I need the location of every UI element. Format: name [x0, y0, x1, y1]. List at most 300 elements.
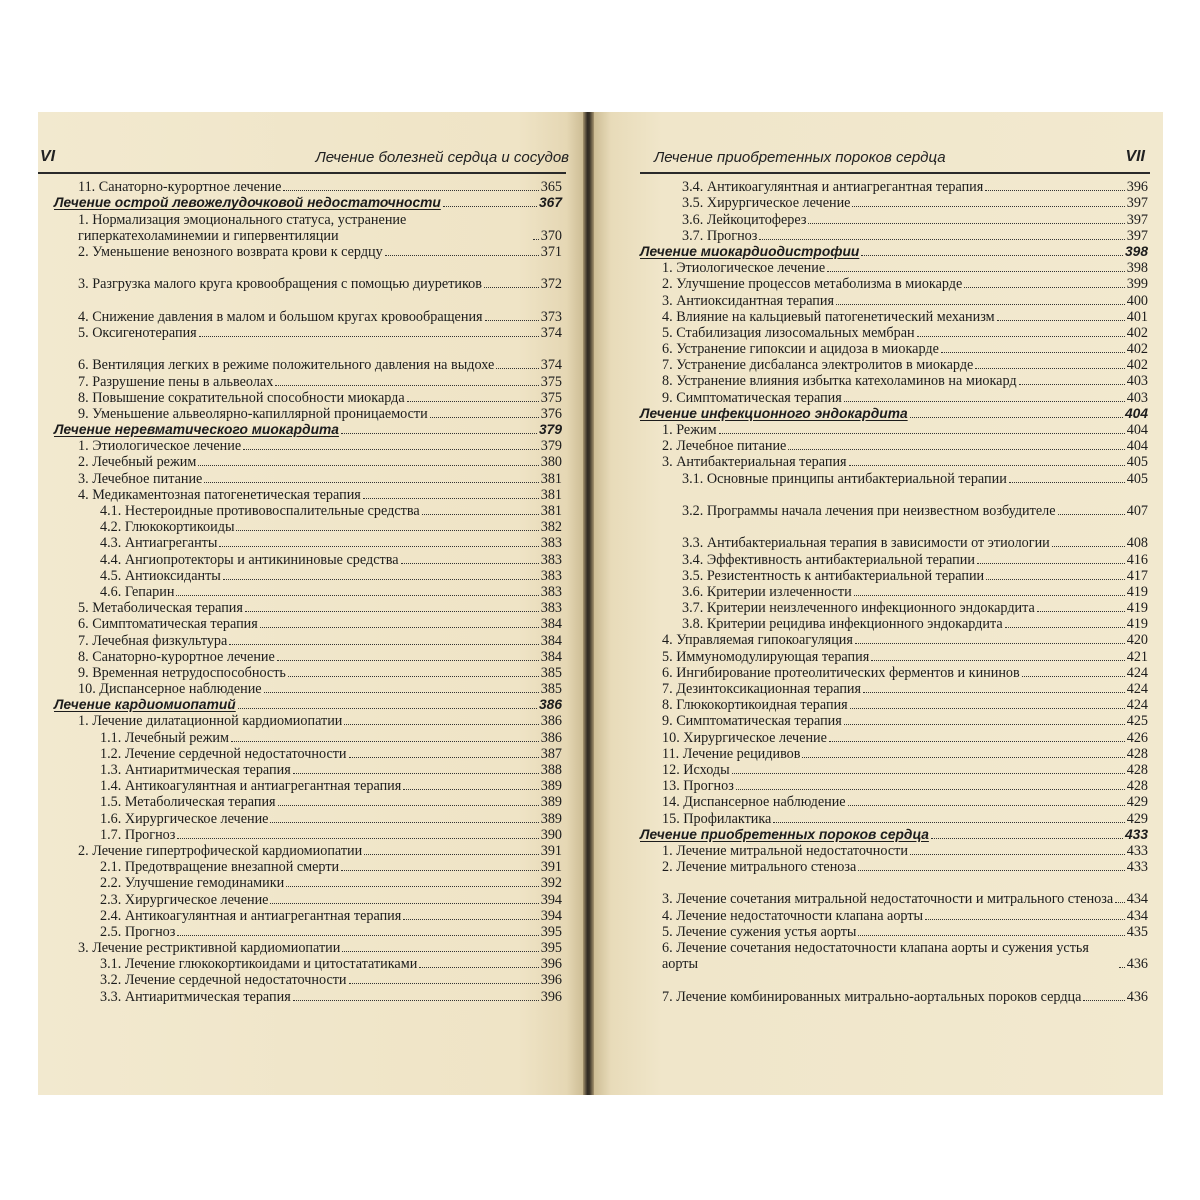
toc-entry-title: 4. Управляемая гипокоагуляция: [662, 632, 853, 649]
left-running-title: Лечение болезней сердца и сосудов: [315, 149, 569, 166]
toc-entry-title: 4.6. Гепарин: [100, 583, 175, 600]
toc-entry: [42, 762, 562, 778]
toc-page-number: 384: [540, 616, 562, 633]
toc-entry-title: 1. Лечение митральной недостаточности: [662, 842, 908, 859]
toc-entry-title: 10. Хирургическое лечение: [662, 729, 827, 746]
toc-dot-leader: [759, 239, 1124, 240]
toc-entry-title: 8. Повышение сократительной способности миокарда: [78, 389, 405, 406]
toc-entry: [640, 195, 1148, 211]
right-toc-list: [640, 179, 1148, 1005]
toc-dot-leader: [270, 903, 538, 904]
right-header-rule: [640, 172, 1150, 174]
toc-page-number: 425: [1126, 713, 1148, 730]
toc-dot-leader: [986, 579, 1125, 580]
toc-entry: [640, 487, 1148, 519]
toc-page-number: 419: [1126, 583, 1148, 600]
toc-page-number: 429: [1126, 810, 1148, 827]
toc-entry: [42, 859, 562, 875]
toc-dot-leader: [403, 919, 538, 920]
toc-page-number: 381: [540, 486, 562, 503]
toc-page-number: 436: [1126, 988, 1148, 1005]
toc-dot-leader: [341, 870, 539, 871]
toc-dot-leader: [231, 741, 539, 742]
toc-entry-title: 2. Лечебный режим: [78, 454, 197, 471]
toc-dot-leader: [341, 433, 537, 434]
toc-page-number: 389: [540, 794, 562, 811]
toc-entry: [640, 600, 1148, 616]
toc-entry-title: 3.1. Лечение глюкокортикоидами и цитостататиками: [100, 956, 418, 973]
toc-page-number: 376: [540, 405, 562, 422]
right-page: [594, 112, 1163, 1095]
toc-entry: [42, 535, 562, 551]
toc-entry: [640, 276, 1148, 292]
toc-entry-title: 4. Медикаментозная патогенетическая терапия: [78, 486, 361, 503]
right-running-title: Лечение приобретенных пороков сердца: [654, 149, 946, 166]
toc-entry: [42, 244, 562, 260]
toc-entry: [42, 179, 562, 195]
toc-dot-leader: [997, 320, 1125, 321]
toc-entry-title: 5. Иммуномодулирующая терапия: [662, 648, 870, 665]
toc-page-number: 367: [538, 195, 562, 211]
toc-entry: [42, 972, 562, 988]
toc-entry: [42, 470, 562, 486]
toc-entry: [640, 292, 1148, 308]
toc-entry: [42, 390, 562, 406]
toc-entry: [640, 681, 1148, 697]
toc-page-number: 373: [540, 308, 562, 325]
toc-page-number: 383: [540, 583, 562, 600]
toc-page-number: 382: [540, 519, 562, 536]
toc-page-number: 433: [1124, 826, 1148, 842]
toc-entry: [42, 373, 562, 389]
toc-entry-title: 7. Лечение комбинированных митрально-аортальных пороков сердца: [662, 988, 1082, 1005]
toc-entry-title: 2. Лечебное питание: [662, 438, 787, 455]
toc-entry: [640, 859, 1148, 875]
toc-page-number: 398: [1124, 243, 1148, 259]
toc-entry-title: 4. Снижение давления в малом и большом кругах кровообращения: [78, 308, 483, 325]
toc-entry-title: 4.1. Нестероидные противовоспалительные средства: [100, 503, 420, 519]
toc-entry-title: Лечение кардиомиопатий: [54, 697, 236, 713]
toc-dot-leader: [484, 287, 539, 288]
toc-entry-title: 6. Симптоматическая терапия: [78, 616, 258, 633]
toc-dot-leader: [403, 789, 538, 790]
toc-page-number: 399: [1126, 276, 1148, 293]
toc-entry: [42, 341, 562, 373]
toc-page-number: 408: [1126, 535, 1148, 552]
toc-entry: [42, 211, 562, 243]
toc-entry-title: 11. Лечение рецидивов: [662, 745, 801, 762]
toc-entry-title: 8. Глюкокортикоидная терапия: [662, 697, 848, 714]
toc-entry-title: 3. Лечение рестриктивной кардиомиопатии: [78, 940, 341, 957]
toc-page-number: 389: [540, 778, 562, 795]
toc-dot-leader: [344, 724, 538, 725]
toc-entry: [640, 454, 1148, 470]
toc-entry: [42, 843, 562, 859]
toc-page-number: 375: [540, 373, 562, 390]
toc-page-number: 407: [1126, 502, 1148, 519]
toc-entry: [640, 551, 1148, 567]
toc-page-number: 395: [540, 923, 562, 940]
toc-dot-leader: [844, 401, 1125, 402]
toc-entry-title: 3. Лечение сочетания митральной недостаточности и митрального стеноза: [662, 891, 1114, 908]
toc-entry: [640, 648, 1148, 664]
toc-dot-leader: [827, 271, 1125, 272]
toc-entry: [42, 503, 562, 519]
toc-page-number: 433: [1126, 842, 1148, 859]
toc-dot-leader: [985, 190, 1124, 191]
toc-page-number: 428: [1126, 778, 1148, 795]
toc-entry-title: Лечение миокардиодистрофии: [640, 243, 860, 259]
toc-page-number: 385: [540, 664, 562, 681]
toc-entry-title: 1. Этиологическое лечение: [78, 438, 242, 455]
toc-page-number: 395: [540, 940, 562, 957]
toc-dot-leader: [1009, 482, 1125, 483]
toc-page-number: 396: [540, 956, 562, 973]
toc-page-number: 397: [1126, 227, 1148, 244]
toc-entry: [640, 632, 1148, 648]
toc-entry-title: Лечение инфекционного эндокардита: [640, 405, 908, 421]
toc-entry-title: 1.2. Лечение сердечной недостаточности: [100, 745, 347, 762]
toc-section-heading: [42, 697, 562, 713]
toc-entry-title: 3. Антиоксидантная терапия: [662, 292, 835, 309]
toc-page-number: 417: [1126, 567, 1148, 584]
left-page: [38, 112, 583, 1095]
toc-entry-title: 3.6. Лейкоцитоферез: [682, 211, 807, 228]
toc-dot-leader: [1119, 967, 1125, 968]
toc-entry: [42, 600, 562, 616]
toc-dot-leader: [342, 951, 538, 952]
toc-entry: [42, 438, 562, 454]
toc-page-number: 421: [1126, 648, 1148, 665]
toc-page-number: 387: [540, 745, 562, 762]
toc-entry-title: 12. Исходы: [662, 761, 730, 778]
toc-page-number: 403: [1126, 389, 1148, 406]
toc-entry: [42, 551, 562, 567]
toc-dot-leader: [422, 514, 539, 515]
toc-entry: [42, 891, 562, 907]
toc-page-number: 420: [1126, 632, 1148, 649]
toc-entry-title: 3.7. Критерии неизлеченного инфекционного эндокардита: [682, 600, 1035, 617]
toc-entry: [42, 827, 562, 843]
toc-dot-leader: [275, 385, 538, 386]
toc-page-number: 398: [1126, 260, 1148, 277]
right-running-head: [594, 148, 1163, 172]
toc-entry-title: 3. Лечебное питание: [78, 470, 203, 487]
toc-entry-title: 3.3. Антибактериальная терапия в зависимости от этиологии: [682, 535, 1050, 552]
toc-entry: [42, 292, 562, 324]
toc-page-number: 434: [1126, 907, 1148, 924]
toc-entry: [42, 713, 562, 729]
toc-page-number: 401: [1126, 308, 1148, 325]
toc-entry: [640, 940, 1148, 972]
toc-entry: [42, 260, 562, 292]
toc-page-number: 392: [540, 875, 562, 892]
toc-entry-title: 2.3. Хирургическое лечение: [100, 891, 269, 908]
toc-dot-leader: [849, 465, 1125, 466]
toc-dot-leader: [533, 239, 539, 240]
toc-entry-title: 3. Антибактериальная терапия: [662, 454, 847, 471]
toc-dot-leader: [430, 417, 539, 418]
toc-dot-leader: [910, 417, 1123, 418]
toc-dot-leader: [1022, 676, 1125, 677]
toc-dot-leader: [848, 805, 1125, 806]
toc-entry-title: 3.5. Хирургическое лечение: [682, 195, 851, 212]
toc-page-number: 424: [1126, 681, 1148, 698]
toc-entry: [640, 713, 1148, 729]
toc-page-number: 388: [540, 762, 562, 778]
toc-entry: [640, 260, 1148, 276]
toc-entry-title: 9. Временная нетрудоспособность: [78, 664, 286, 681]
toc-entry: [640, 972, 1148, 1004]
toc-entry-title: 9. Симптоматическая терапия: [662, 713, 842, 730]
toc-entry-title: 1. Режим: [662, 422, 717, 438]
toc-dot-leader: [1083, 1000, 1124, 1001]
toc-entry-title: 3. Разгрузка малого круга кровообращения с помощью диуретиков: [78, 276, 482, 293]
toc-entry-title: 3.7. Прогноз: [682, 227, 758, 244]
toc-dot-leader: [1005, 627, 1125, 628]
toc-page-number: 394: [540, 907, 562, 924]
toc-entry: [42, 794, 562, 810]
toc-entry-title: 2.5. Прогноз: [100, 923, 176, 940]
toc-entry-title: 1. Этиологическое лечение: [662, 260, 826, 277]
toc-page-number: 397: [1126, 195, 1148, 212]
toc-entry: [42, 988, 562, 1004]
toc-page-number: 404: [1126, 422, 1148, 438]
toc-dot-leader: [419, 967, 538, 968]
toc-entry-title: 13. Прогноз: [662, 778, 734, 795]
toc-entry: [640, 341, 1148, 357]
toc-entry-title: 3.6. Критерии излеченности: [682, 583, 852, 600]
toc-dot-leader: [773, 822, 1124, 823]
toc-entry-title: 6. Лечение сочетания недостаточности клапана аорты и сужения устья аорты: [662, 940, 1089, 973]
toc-dot-leader: [788, 449, 1124, 450]
toc-page-number: 384: [540, 648, 562, 665]
toc-page-number: 381: [540, 470, 562, 487]
toc-dot-leader: [977, 563, 1125, 564]
toc-page-number: 386: [540, 713, 562, 730]
toc-entry-title: 7. Лечебная физкультура: [78, 632, 228, 649]
toc-page-number: 405: [1126, 470, 1148, 487]
toc-page-number: 434: [1126, 891, 1148, 908]
toc-page-number: 383: [540, 551, 562, 568]
toc-page-number: 404: [1124, 405, 1148, 421]
toc-page-number: 379: [540, 438, 562, 455]
toc-entry-title: Лечение неревматического миокардита: [54, 422, 339, 438]
toc-entry-title: 7. Устранение дисбаланса электролитов в миокарде: [662, 357, 974, 374]
toc-entry: [42, 908, 562, 924]
toc-entry-title: 10. Диспансерное наблюдение: [78, 681, 262, 698]
toc-entry-title: 3.4. Эффективность антибактериальной терапии: [682, 551, 975, 568]
toc-dot-leader: [836, 304, 1125, 305]
toc-entry: [640, 778, 1148, 794]
toc-entry-title: 4. Влияние на кальциевый патогенетический механизм: [662, 308, 995, 325]
toc-dot-leader: [964, 287, 1124, 288]
toc-entry: [42, 632, 562, 648]
toc-dot-leader: [278, 805, 539, 806]
toc-page-number: 384: [540, 632, 562, 649]
toc-entry-title: 5. Стабилизация лизосомальных мембран: [662, 324, 915, 341]
toc-entry: [42, 568, 562, 584]
toc-entry-title: 4.5. Антиоксиданты: [100, 567, 221, 584]
toc-entry-title: 2. Лечение гипертрофической кардиомиопатии: [78, 842, 363, 859]
toc-entry: [640, 697, 1148, 713]
toc-dot-leader: [293, 773, 539, 774]
toc-entry: [42, 584, 562, 600]
toc-dot-leader: [363, 498, 539, 499]
toc-entry-title: 6. Устранение гипоксии и ацидоза в миокарде: [662, 341, 939, 358]
toc-entry-title: Лечение острой левожелудочковой недостаточности: [54, 195, 441, 211]
toc-dot-leader: [176, 595, 538, 596]
toc-entry: [640, 179, 1148, 195]
toc-page-number: 402: [1126, 324, 1148, 341]
toc-entry: [640, 373, 1148, 389]
toc-dot-leader: [443, 206, 537, 207]
toc-entry: [42, 665, 562, 681]
toc-entry-title: 3.4. Антикоагулянтная и антиагрегантная терапия: [682, 179, 984, 196]
toc-entry: [42, 681, 562, 697]
toc-entry-title: 1. Лечение дилатационной кардиомиопатии: [78, 713, 343, 730]
toc-entry-title: 2.1. Предотвращение внезапной смерти: [100, 859, 340, 876]
toc-entry-title: 1.3. Антиаритмическая терапия: [100, 762, 291, 778]
toc-dot-leader: [288, 676, 539, 677]
toc-entry: [42, 729, 562, 745]
toc-dot-leader: [931, 838, 1123, 839]
toc-dot-leader: [293, 1000, 539, 1001]
toc-page-number: 396: [1126, 179, 1148, 196]
left-toc-list: [42, 179, 562, 1005]
toc-entry-title: 4.3. Антиагреганты: [100, 535, 218, 552]
toc-dot-leader: [283, 190, 538, 191]
toc-dot-leader: [177, 838, 538, 839]
toc-entry: [640, 746, 1148, 762]
toc-entry-title: 6. Вентиляция легких в режиме положительного давления на выдохе: [78, 357, 495, 374]
toc-entry: [42, 778, 562, 794]
toc-entry-title: 2. Лечение митрального стеноза: [662, 859, 857, 876]
toc-entry-title: 8. Устранение влияния избытка катехоламинов на миокард: [662, 373, 1017, 390]
toc-dot-leader: [736, 789, 1125, 790]
toc-dot-leader: [844, 724, 1125, 725]
toc-entry: [42, 487, 562, 503]
toc-entry-title: 1.6. Хирургическое лечение: [100, 810, 269, 827]
toc-entry-title: 2. Уменьшение венозного возврата крови к сердцу: [78, 243, 383, 260]
toc-dot-leader: [1058, 514, 1125, 515]
book-spread: [38, 112, 1163, 1095]
toc-entry-title: 1.5. Метаболическая терапия: [100, 794, 276, 811]
toc-page-number: 435: [1126, 923, 1148, 940]
toc-dot-leader: [219, 546, 538, 547]
toc-entry-title: 15. Профилактика: [662, 810, 772, 827]
toc-entry: [42, 746, 562, 762]
toc-dot-leader: [917, 336, 1125, 337]
toc-entry-title: 1.7. Прогноз: [100, 826, 176, 843]
toc-page-number: 428: [1126, 745, 1148, 762]
toc-entry: [640, 389, 1148, 405]
toc-entry: [42, 454, 562, 470]
toc-dot-leader: [829, 741, 1125, 742]
toc-entry: [640, 665, 1148, 681]
toc-entry-title: 3.3. Антиаритмическая терапия: [100, 988, 291, 1005]
toc-entry-title: 3.5. Резистентность к антибактериальной терапии: [682, 567, 985, 584]
toc-entry: [42, 924, 562, 940]
toc-page-number: 381: [540, 503, 562, 519]
toc-entry: [640, 568, 1148, 584]
toc-dot-leader: [852, 206, 1124, 207]
toc-page-number: 394: [540, 891, 562, 908]
toc-dot-leader: [264, 692, 539, 693]
toc-dot-leader: [732, 773, 1125, 774]
toc-entry: [640, 357, 1148, 373]
toc-entry-title: 4. Лечение недостаточности клапана аорты: [662, 907, 924, 924]
toc-page-number: 436: [1126, 956, 1148, 973]
toc-entry: [640, 519, 1148, 551]
toc-dot-leader: [861, 255, 1123, 256]
left-page-number: VI: [40, 148, 56, 165]
toc-page-number: 428: [1126, 761, 1148, 778]
toc-dot-leader: [243, 449, 539, 450]
toc-dot-leader: [349, 757, 539, 758]
toc-dot-leader: [863, 692, 1125, 693]
toc-page-number: 404: [1126, 438, 1148, 455]
toc-entry-title: 3.1. Основные принципы антибактериальной терапии: [682, 470, 1007, 487]
toc-entry: [640, 309, 1148, 325]
toc-dot-leader: [855, 643, 1125, 644]
toc-entry-title: Лечение приобретенных пороков сердца: [640, 826, 929, 842]
toc-page-number: 386: [540, 729, 562, 746]
toc-entry: [640, 470, 1148, 486]
toc-page-number: 396: [540, 988, 562, 1005]
toc-page-number: 379: [538, 422, 562, 438]
toc-dot-leader: [349, 983, 539, 984]
toc-entry: [640, 794, 1148, 810]
toc-entry-title: 9. Уменьшение альвеолярно-капиллярной проницаемости: [78, 405, 428, 422]
toc-page-number: 402: [1126, 341, 1148, 358]
toc-section-heading: [42, 422, 562, 438]
toc-dot-leader: [199, 336, 539, 337]
toc-entry-title: 5. Оксигенотерапия: [78, 324, 197, 341]
toc-page-number: 419: [1126, 600, 1148, 617]
toc-dot-leader: [910, 854, 1125, 855]
toc-page-number: 397: [1126, 211, 1148, 228]
toc-section-heading: [640, 406, 1148, 422]
toc-dot-leader: [858, 870, 1124, 871]
toc-entry-title: 8. Санаторно-курортное лечение: [78, 648, 275, 665]
toc-page-number: 426: [1126, 729, 1148, 746]
toc-dot-leader: [1052, 546, 1125, 547]
toc-section-heading: [42, 195, 562, 211]
toc-dot-leader: [236, 530, 538, 531]
toc-page-number: 405: [1126, 454, 1148, 471]
toc-page-number: 374: [540, 357, 562, 374]
toc-entry: [640, 762, 1148, 778]
right-page-number: VII: [1125, 148, 1145, 165]
toc-section-heading: [640, 244, 1148, 260]
toc-entry-title: 1. Нормализация эмоционального статуса, устранение гиперкатехоламинемии и гипервентиляции: [78, 211, 407, 244]
toc-dot-leader: [364, 854, 538, 855]
toc-dot-leader: [286, 886, 539, 887]
toc-entry-title: 3.2. Программы начала лечения при неизвестном возбудителе: [682, 502, 1056, 519]
toc-dot-leader: [238, 708, 537, 709]
toc-page-number: 365: [540, 179, 562, 196]
toc-entry-title: 4.4. Ангиопротекторы и антикининовые средства: [100, 551, 399, 568]
toc-dot-leader: [401, 563, 539, 564]
toc-dot-leader: [808, 223, 1124, 224]
toc-entry: [42, 325, 562, 341]
toc-entry-title: 2.2. Улучшение гемодинамики: [100, 875, 285, 892]
toc-entry: [640, 211, 1148, 227]
toc-page-number: 383: [540, 600, 562, 617]
toc-entry-title: 11. Санаторно-курортное лечение: [78, 179, 282, 196]
toc-dot-leader: [223, 579, 539, 580]
